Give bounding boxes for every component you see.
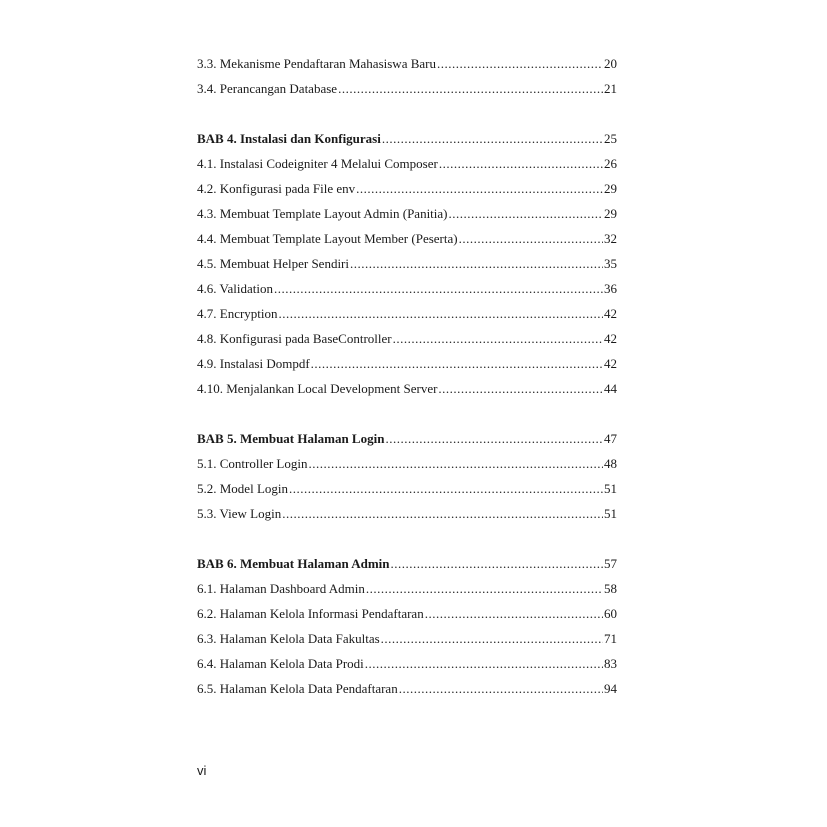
toc-entry	[197, 380, 617, 405]
toc-entry	[197, 80, 617, 105]
page-number: vi	[197, 763, 207, 778]
toc-entry-page: 57	[604, 556, 617, 571]
toc-entry-page: 44	[604, 381, 617, 396]
toc-chapter-entry	[197, 130, 617, 155]
toc-leader-dots	[393, 330, 603, 348]
toc-leader-dots	[381, 630, 603, 648]
toc-entry-title: 6.2. Halaman Kelola Informasi Pendaftaran	[197, 606, 424, 621]
toc-entry	[197, 355, 617, 380]
toc-entry-page: 35	[604, 256, 617, 271]
toc-leader-dots	[274, 280, 603, 298]
toc-entry-title: 3.3. Mekanisme Pendaftaran Mahasiswa Baru	[197, 56, 436, 71]
toc-entry-title: 4.7. Encryption	[197, 306, 278, 321]
toc-chapter-entry	[197, 555, 617, 580]
toc-entry	[197, 280, 617, 305]
toc-entry	[197, 605, 617, 630]
toc-leader-dots	[279, 305, 603, 323]
toc-leader-dots	[289, 480, 603, 498]
toc-entry-page: 47	[604, 431, 617, 446]
toc-entry-title: 5.2. Model Login	[197, 481, 288, 496]
toc-leader-dots	[439, 155, 603, 173]
toc-leader-dots	[449, 205, 604, 223]
toc-entry-title: 4.9. Instalasi Dompdf	[197, 356, 310, 371]
toc-entry-page: 21	[604, 81, 617, 96]
toc-entry	[197, 655, 617, 680]
toc-entry	[197, 330, 617, 355]
toc-entry	[197, 205, 617, 230]
toc-leader-dots	[437, 55, 603, 73]
toc-entry-page: 48	[604, 456, 617, 471]
toc-entry-title: 4.8. Konfigurasi pada BaseController	[197, 331, 392, 346]
toc-leader-dots	[338, 80, 603, 98]
toc-entry-page: 25	[604, 131, 617, 146]
toc-entry	[197, 630, 617, 655]
toc-leader-dots	[459, 230, 603, 248]
toc-entry-page: 58	[604, 581, 617, 596]
toc-leader-dots	[365, 655, 603, 673]
toc-entry-title: 4.5. Membuat Helper Sendiri	[197, 256, 349, 271]
toc-entry-page: 51	[604, 481, 617, 496]
toc-entry-title: 6.1. Halaman Dashboard Admin	[197, 581, 365, 596]
toc-entry-page: 42	[604, 356, 617, 371]
toc-entry-title: BAB 5. Membuat Halaman Login	[197, 431, 385, 446]
toc-entry-title: 6.4. Halaman Kelola Data Prodi	[197, 656, 364, 671]
toc-entry-page: 36	[604, 281, 617, 296]
toc-leader-dots	[425, 605, 603, 623]
toc-chapter-entry	[197, 430, 617, 455]
toc-leader-dots	[350, 255, 603, 273]
toc-entry-title: 6.5. Halaman Kelola Data Pendaftaran	[197, 681, 398, 696]
toc-entry	[197, 255, 617, 280]
toc-entry-page: 32	[604, 231, 617, 246]
toc-entry-title: 4.1. Instalasi Codeigniter 4 Melalui Composer	[197, 156, 438, 171]
toc-entry	[197, 55, 617, 80]
toc-leader-dots	[311, 355, 603, 373]
toc-entry-page: 94	[604, 681, 617, 696]
toc-entry-page: 42	[604, 331, 617, 346]
toc-leader-dots	[356, 180, 603, 198]
toc-entry-title: 4.3. Membuat Template Layout Admin (Panitia)	[197, 206, 448, 221]
toc-entry-title: 6.3. Halaman Kelola Data Fakultas	[197, 631, 380, 646]
toc-entry-page: 60	[604, 606, 617, 621]
toc-entry-title: 4.4. Membuat Template Layout Member (Peserta)	[197, 231, 458, 246]
toc-entry	[197, 480, 617, 505]
toc-entry	[197, 680, 617, 705]
toc-leader-dots	[309, 455, 604, 473]
toc-entry-page: 42	[604, 306, 617, 321]
toc-leader-dots	[399, 680, 603, 698]
toc-entry	[197, 505, 617, 530]
toc-entry-page: 71	[604, 631, 617, 646]
toc-entry-title: 4.10. Menjalankan Local Development Server	[197, 381, 438, 396]
toc-entry-page: 20	[604, 56, 617, 71]
toc-entry-page: 29	[604, 181, 617, 196]
toc-entry-title: BAB 6. Membuat Halaman Admin	[197, 556, 390, 571]
toc-entry	[197, 230, 617, 255]
toc-entry	[197, 180, 617, 205]
table-of-contents	[197, 55, 617, 705]
toc-entry-title: 5.3. View Login	[197, 506, 282, 521]
toc-entry-title: BAB 4. Instalasi dan Konfigurasi	[197, 131, 381, 146]
toc-entry-title: 4.6. Validation	[197, 281, 273, 296]
toc-entry-title: 4.2. Konfigurasi pada File env	[197, 181, 356, 196]
toc-entry-page: 26	[604, 156, 617, 171]
toc-entry	[197, 580, 617, 605]
toc-entry-page: 29	[604, 206, 617, 221]
toc-leader-dots	[382, 130, 603, 148]
toc-entry-title: 3.4. Perancangan Database	[197, 81, 338, 96]
toc-leader-dots	[391, 555, 604, 573]
toc-entry	[197, 455, 617, 480]
toc-entry-page: 51	[604, 506, 617, 521]
toc-entry	[197, 305, 617, 330]
toc-entry-title: 5.1. Controller Login	[197, 456, 308, 471]
toc-leader-dots	[438, 380, 603, 398]
toc-entry	[197, 155, 617, 180]
toc-leader-dots	[366, 580, 603, 598]
toc-leader-dots	[282, 505, 603, 523]
toc-entry-page: 83	[604, 656, 617, 671]
toc-leader-dots	[385, 430, 603, 448]
